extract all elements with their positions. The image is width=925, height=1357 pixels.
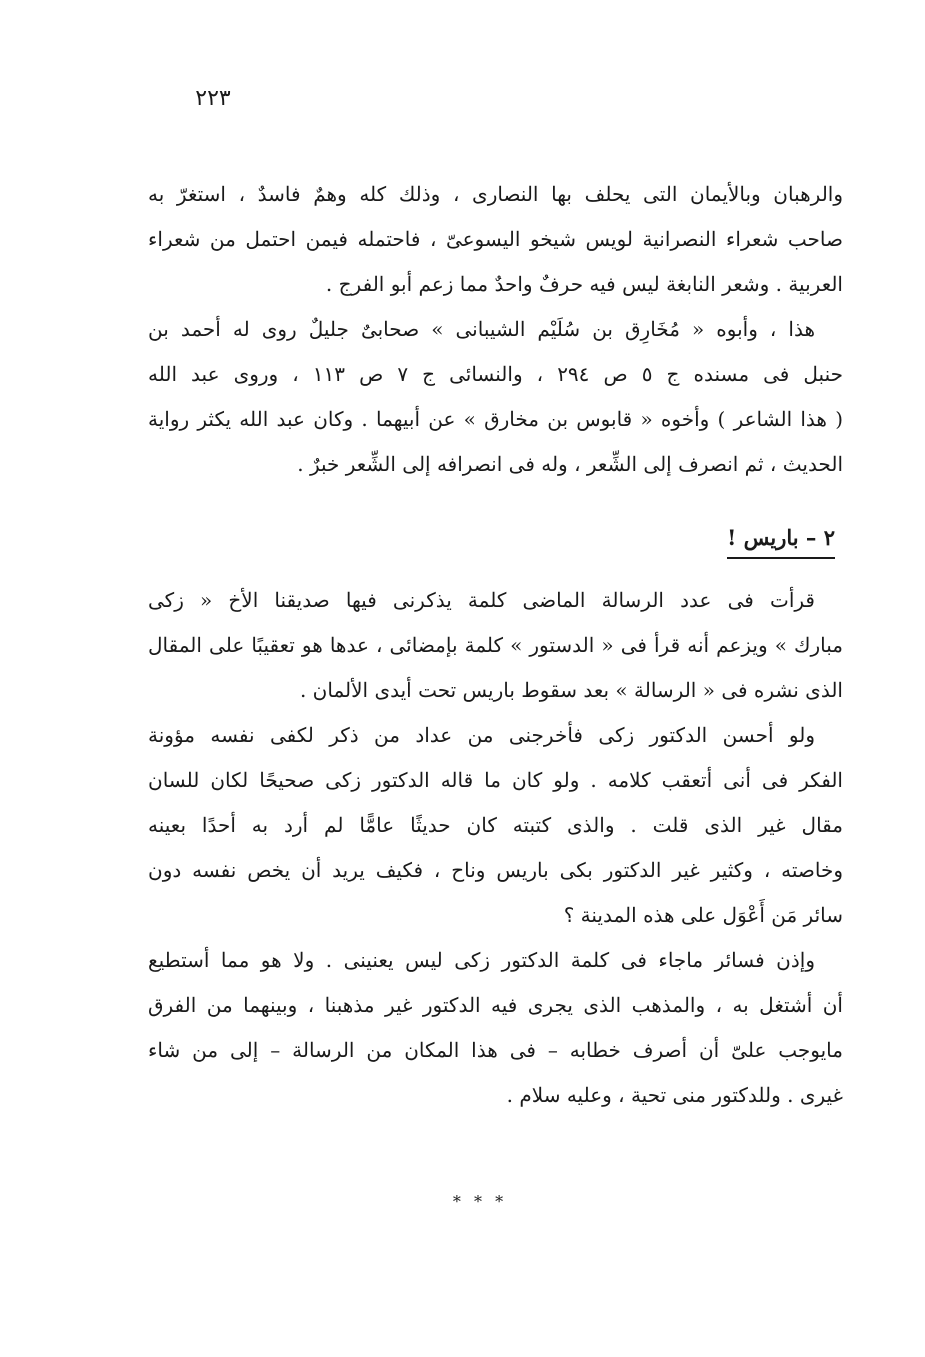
- paragraph-3-line-1: قرأت فى عدد الرسالة الماضى كلمة يذكرنى فيها صديقنا الأخ « زكى: [148, 588, 815, 612]
- text-block-section-2: [148, 578, 843, 1118]
- paragraph-2-line-4: الحديث ، ثم انصرف إلى الشِّعر ، وله فى انصرافه إلى الشِّعر خبرٌ .: [297, 452, 843, 476]
- paragraph-5-line-3: مايوجب علىّ أن أصرف خطابه – فى هذا المكان من الرسالة – إلى من شاء: [148, 1038, 843, 1062]
- paragraph-1-line-1: والرهبان وبالأيمان التى يحلف بها النصارى ، وذلك كله وهمٌ فاسدٌ ، استغرّ به: [148, 182, 843, 206]
- paragraph-3-line-3: الذى نشره فى « الرسالة » بعد سقوط باريس تحت أيدى الألمان .: [299, 678, 843, 702]
- paragraph-3-line-2: مبارك » ويزعم أنه قرأ فى « الدستور » كلمة بإمضائى ، عدها هو تعقيبًا على المقال: [148, 633, 843, 657]
- paragraph-4-line-1: ولو أحسن الدكتور زكى فأخرجنى من عداد من ذكر لكفى نفسه مؤونة: [148, 723, 815, 747]
- paragraph-1-line-3: العربية . وشعر النابغة ليس فيه حرفٌ واحدٌ مما زعم أبو الفرج .: [325, 272, 843, 296]
- paragraph-5-line-2: أن أشتغل به ، والمذهب الذى يجرى فيه الدكتور غير مذهبنا ، وبينهما من الفرق: [148, 993, 843, 1017]
- section-separator: * * *: [452, 1192, 508, 1211]
- page-number: ٢٢٣: [195, 86, 231, 111]
- paragraph-4-line-5: سائر مَن أَعْوَل على هذه المدينة ؟: [563, 903, 843, 927]
- paragraph-1-line-2: صاحب شعراء النصرانية لويس شيخو اليسوعىّ ، فاحتمله فيمن احتمل من شعراء: [148, 227, 843, 251]
- text-block-top: [148, 172, 843, 487]
- paragraph-2-line-2: حنبل فى مسنده ج ٥ ص ٢٩٤ ، والنسائى ج ٧ ص ١١٣ ، وروى عبد الله: [148, 362, 843, 386]
- paragraph-2-line-1: هذا ، وأبوه « مُخَارِق بن سُلَيْم الشيبانى » صحابىٌ جليلٌ روى له أحمد بن: [148, 317, 815, 341]
- paragraph-5-line-1: وإذن فسائر ماجاء فى كلمة الدكتور زكى ليس يعنينى . ولا هو مما أستطيع: [148, 948, 815, 972]
- section-heading: ٢ – باريس !: [727, 522, 835, 559]
- paragraph-4-line-2: الفكر فى أنى أتعقب كلامه . ولو كان ما قاله الدكتور زكى صحيحًا لكان للسان: [148, 768, 843, 792]
- paragraph-2-line-3: ( هذا الشاعر ) وأخوه « قابوس بن مخارق » عن أبيهما . وكان عبد الله يكثر رواية: [148, 407, 843, 431]
- paragraph-4-line-4: وخاصته ، وكثير غير الدكتور بكى باريس وناح ، فكيف يريد أن يخص نفسه دون: [148, 858, 843, 882]
- paragraph-4-line-3: مقال غير الذى قلت . والذى كتبته كان حديثًا عامًّا لم أرد به أحدًا بعينه: [148, 813, 843, 837]
- paragraph-5-line-4: غيرى . وللدكتور منى تحية ، وعليه سلام .: [506, 1083, 843, 1107]
